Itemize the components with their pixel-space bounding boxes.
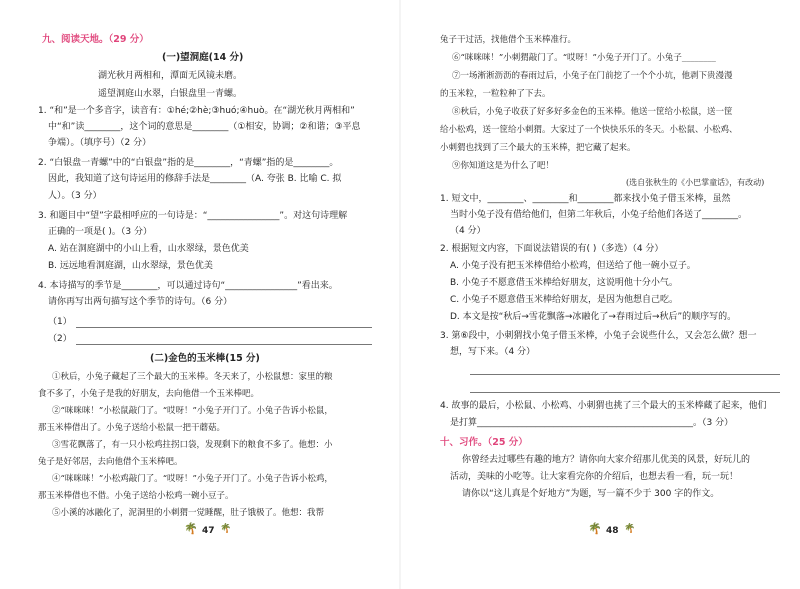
q2-line-c: 人）。（3 分） [48,191,102,201]
palm-tree-icon: 🌴 [624,524,636,534]
page-number-right: 48 [606,526,619,536]
story-para-1a: ①秋后，小兔子藏起了三个最大的玉米棒。冬天来了，小松鼠想：家里的粮 [52,372,333,382]
story-para-6: ⑥“咪咪咪！”小刺猬敲门了。“哎呀！”小兔子开门了。小兔子________ [452,53,716,63]
r-q3-answer-line-2 [470,392,780,393]
q3-option-a: A. 站在洞庭湖中的小山上看，山水翠绿，景色优美 [48,244,249,254]
q4-answer-line-1 [76,327,372,328]
q2-line-a: 2. “白银盘一青螺”中的“白银盘”指的是________，“青螺”指的是________。 [38,158,339,168]
r-q1-line-c: （4 分） [450,226,486,236]
r-q4-line-b: 是打算________________________________________________。（3 分） [450,418,734,428]
writing-prompt-1: 你曾经去过哪些有趣的地方？请你向大家介绍那儿优美的风景，好玩儿的 [462,455,751,465]
q2-line-b: 因此，我知道了这句诗运用的修辞手法是________（A. 夸张 B. 比喻 C. 拟 [48,174,342,184]
r-q3-line-b: 想，写下来。（4 分） [450,347,536,357]
section-10-title: 十、习作。（25 分） [440,437,528,448]
story-para-2a: ②“咪咪咪！”小松鼠敲门了。“哎呀！”小兔子开门了。小兔子告诉小松鼠， [52,406,333,416]
story-para-8a: ⑧秋后，小兔子收获了好多好多金色的玉米棒。他送一筐给小松鼠，送一筐 [452,107,733,117]
q3-line-b: 正确的一项是( )。（3 分） [48,227,152,237]
r-q4-line-a: 4. 故事的最后，小松鼠、小松鸡、小刺猬也挑了三个最大的玉米棒藏了起来，他们 [440,401,767,411]
q4-answer-label-2: （2） [48,334,72,344]
story-para-9: ⑨你知道这是为什么了吧！ [452,161,555,171]
story-para-5a: ⑤小溪的冰融化了，泥洞里的小刺猬一觉睡醒，肚子饿极了。他想：我帮 [52,508,325,518]
section-9-title: 九、阅读天地。（29 分） [42,34,149,45]
story-para-4a: ④“咪咪咪！”小松鸡敲门了。“哎呀！”小兔子开门了。小兔子告诉小松鸡， [52,474,333,484]
story-para-3b: 兔子是好邻居，去向他借个玉米棒吧。 [38,457,183,467]
story-source: (选自张秋生的《小巴掌童话》，有改动) [626,178,765,187]
writing-prompt-3: 请你以“这儿真是个好地方”为题，写一篇不少于 300 字的作文。 [462,489,720,499]
q4-line-b: 请你再写出两句描写这个季节的诗句。（6 分） [48,297,233,307]
q4-answer-label-1: （1） [48,317,72,327]
poem-line-1: 湖光秋月两相和，潭面无风镜未磨。 [98,71,243,81]
r-q2-head: 2. 根据短文内容，下面说法错误的有( )（多选）（4 分） [440,244,664,254]
r-q2-option-b: B. 小兔子不愿意借玉米棒给好朋友，这说明他十分小气。 [450,278,678,288]
r-q3-line-a: 3. 第⑥段中，小刺猬找小兔子借玉米棒，小兔子会说些什么，又会怎么做？想一 [440,331,757,341]
r-q3-answer-line-1 [470,374,780,375]
story-para-3a: ③雪花飘落了，有一只小松鸡拄拐口袋，发现剩下的粮食不多了。他想：小 [52,440,333,450]
palm-tree-icon: 🌴 [184,522,198,535]
palm-tree-icon: 🌴 [220,524,232,534]
q1-line-b: 中“和”读________，这个词的意思是________（①相安，协调；②和谐；③平息 [48,122,361,132]
q1-line-a: 1. “和”是一个多音字，读音有：①hé;②hè;③huó;④huò。在“湖光秋月两相和” [38,106,355,116]
palm-tree-icon: 🌴 [588,522,602,535]
part1-title: (一)望洞庭(14 分) [162,52,244,63]
q3-option-b: B. 远远地看洞庭湖，山水翠绿，景色优美 [48,261,213,271]
r-q1-line-a: 1. 短文中，________、________和________都来找小兔子借玉米棒，虽然 [440,194,731,204]
story-para-8c: 小刺猬也找到了三个最大的玉米棒，把它藏了起来。 [440,143,636,153]
q3-line-a: 3. 和题目中“望”字最相呼应的一句诗是：“________________”。对这句诗理解 [38,211,348,221]
q4-answer-line-2 [76,344,372,345]
page-number-left: 47 [202,526,215,536]
writing-prompt-2: 活动，美味的小吃等。让大家看完你的介绍后，也想去看一看，玩一玩！ [450,472,739,482]
story-para-2b: 那玉米棒借出了。小兔子送给小松鼠一把干蘑菇。 [38,423,226,433]
part2-title: (二)金色的玉米棒(15 分) [150,353,260,364]
poem-line-2: 遥望洞庭山水翠，白银盘里一青螺。 [98,89,243,99]
q1-line-c: 争端）。（填序号）（2 分） [48,138,152,148]
story-para-7b: 的玉米粒，一粒粒种了下去。 [440,89,551,99]
story-para-4b: 那玉米棒借也不借。小兔子送给小松鸡一碗小豆子。 [38,491,234,501]
q4-line-a: 4. 本诗描写的季节是________，可以通过诗句“________________”看出来。 [38,281,338,291]
story-para-8b: 给小松鸡，送一筐给小刺猬。大家过了一个快快乐乐的冬天。小松鼠、小松鸡、 [440,125,738,135]
story-para-5b: 兔子干过活，找他借个玉米棒准行。 [440,35,577,45]
right-page [400,0,800,589]
story-para-7a: ⑦一场淅淅沥沥的春雨过后，小兔子在门前挖了一个个小坑，他剥下贵漫漫 [452,71,733,81]
story-para-1b: 食不多了，小兔子是我的好朋友，去向他借一个玉米棒吧。 [38,389,260,399]
r-q2-option-c: C. 小兔子不愿意借玉米棒给好朋友，是因为他想自己吃。 [450,295,679,305]
r-q2-option-a: A. 小兔子没有把玉米棒借给小松鸡，但送给了他一碗小豆子。 [450,261,696,271]
r-q1-line-b: 当时小兔子没有借给他们，但第二年秋后，小兔子给他们各送了________。 [450,210,748,220]
r-q2-option-d: D. 本文是按“秋后→雪花飘落→冰融化了→春雨过后→秋后”的顺序写的。 [450,312,737,322]
